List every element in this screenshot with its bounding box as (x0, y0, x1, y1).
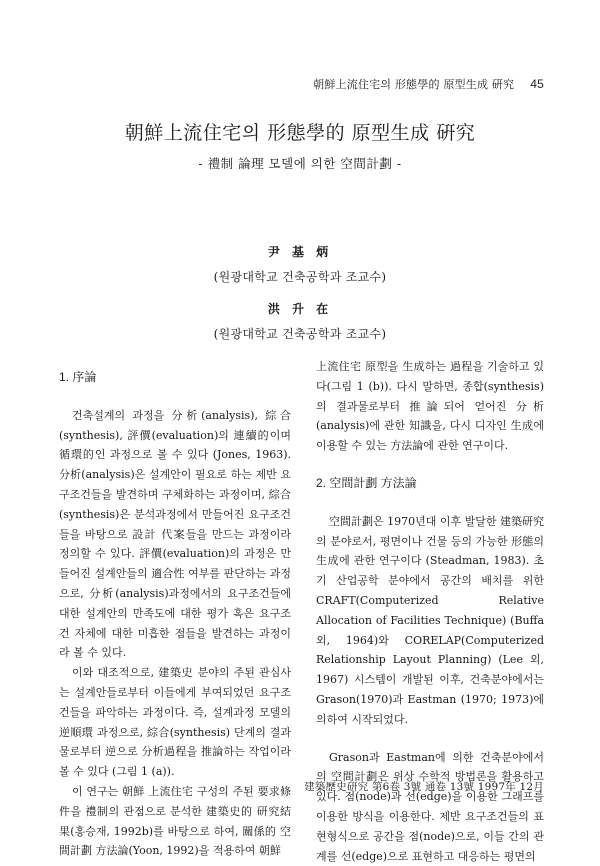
running-title: 朝鮮上流住宅의 形態學的 原型生成 硏究 (313, 78, 515, 91)
author-2 (0, 300, 600, 342)
author-name: 尹 基 炳 (267, 245, 333, 259)
paper-title: 朝鮮上流住宅의 形態學的 原型生成 硏究 (124, 122, 476, 144)
page-number: 45 (530, 77, 544, 91)
body-paragraph: 건축설계의 과정을 分析(analysis), 綜合(synthesis), 評價(evaluation)의 連續的이며 循環的인 과정으로 볼 수 있다 (Jones, 1963). 分析(analysis)은 설계안이 필요로 하는 제반 요구조건들을 발견하며 구체화하는 과정이며, 綜合(synthesis)은 분석과정에서 만들어진 요구조건들을 바탕으로 設計 代案들을 만드는 과정이라 정의할 수 있다. 評價(evaluation)의 과정은 만들어진 설계안들의 適合性 여부를 판단하는 과정으로, 分析(analysis)과정에서의 요구조건들에 대한 설계안의 만족도에 대한 평가 혹은 요구조건 자체에 대한 미흡한 점들을 발견하는 과정이라 볼 수 있다. (59, 408, 291, 660)
body-paragraph: 이와 대조적으로, 建築史 분야의 주된 관심사는 설계안들로부터 이들에게 부여되었던 요구조건들을 파악하는 과정이다. 즉, 설계과정 모델의 逆順環 과정으로, 綜合(synthesis) 단계의 결과물로부터 逆으로 分析過程을 推論하는 작업이라 볼 수 있다 (그림 1 (a)). (59, 666, 291, 779)
running-header (313, 76, 544, 92)
paper-subtitle: - 禮制 論理 모델에 의한 空間計劃 - (198, 156, 402, 171)
author-affiliation: (원광대학교 건축공학과 조교수) (213, 270, 387, 284)
body-paragraph: Grason과 Eastman에 의한 건축분야에서의 空間計劃은 위상 수학적 방법론을 활용하고 있다. 점(node)과 선(edge)을 이용한 그래프를 이용한 방식을 이용한다. 제반 요구조건들의 표현형식으로 공간을 점(node)으로, 이들 간의 관계를 선(edge)으로 표현하고 대응하는 평면의 (316, 750, 544, 863)
section-heading: 1. 序論 (59, 370, 97, 384)
section-heading: 2. 空間計劃 方法論 (316, 475, 417, 490)
left-column (59, 368, 291, 861)
journal-footer: 建築歷史研究 第6卷 3號 通卷 13號 1997年 12月 (304, 781, 544, 793)
body-paragraph: 空間計劃은 1970년대 이후 발달한 建築研究의 분야로서, 평면이나 건물 등의 가능한 形態의 生成에 관한 연구이다 (Steadman, 1983). 초기 산업공학 분야에서 공간의 배치를 위한 CRAFT(Computerized Relative Allocation of Facilities Technique) (Buffa 외, 1964)와 CORELAP(Computerized Relationship Layout Planning) (Lee 외, 1967) 시스템이 개발된 이후, 건축분야에서는 Grason(1970)과 Eastman (1970; 1973)에 의하여 시작되었다. (316, 514, 544, 726)
body-paragraph: 上流住宅 原型을 生成하는 過程을 기술하고 있다(그림 1 (b)). 다시 말하면, 종합(synthesis)의 결과물로부터 推論되어 얻어진 分析(analysis)에 관한 知識을, 다시 디자인 生成에 이용할 수 있는 方法論에 관한 연구이다. (316, 360, 544, 453)
author-affiliation: (원광대학교 건축공학과 조교수) (213, 327, 387, 341)
title-block (0, 118, 600, 172)
body-paragraph: 이 연구는 朝鮮 上流住宅 구성의 주된 要求條件을 禮制의 관점으로 분석한 建築史的 研究結果(홍승재, 1992b)를 바탕으로 하여, 關係的 空間計劃 方法論(Yoon, 1992)을 적용하여 朝鮮 (59, 784, 291, 858)
author-1 (0, 243, 600, 285)
author-name: 洪 升 在 (267, 302, 333, 316)
